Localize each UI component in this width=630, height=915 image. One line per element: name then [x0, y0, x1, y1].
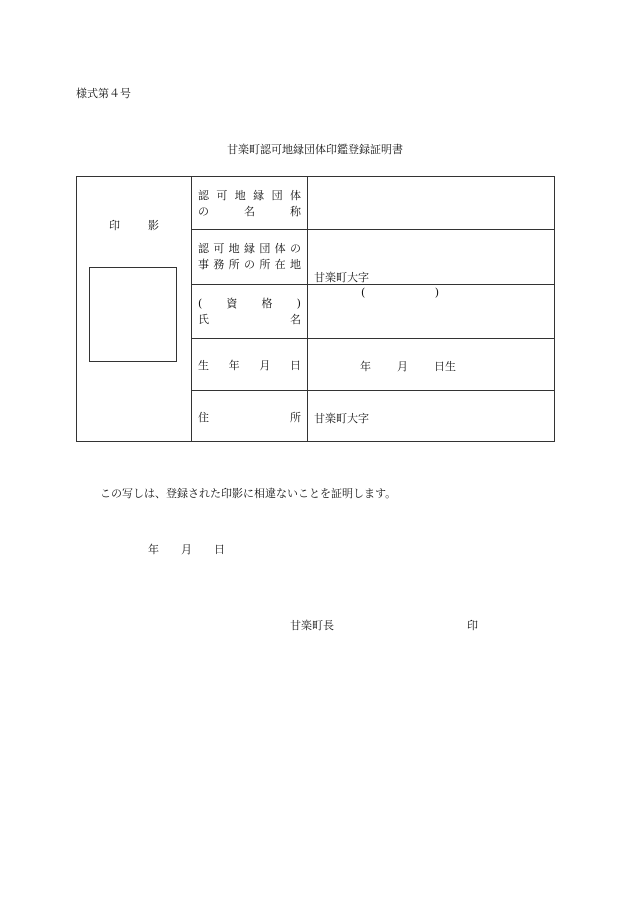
certification-statement: この写しは、登録された印影に相違ないことを証明します。 — [100, 487, 397, 500]
issuer-title: 甘楽町長 — [290, 619, 334, 632]
table-divider — [191, 338, 554, 339]
label-date-of-birth: 生 年 月 日 — [198, 359, 301, 372]
table-divider — [191, 390, 554, 391]
table-divider — [191, 284, 554, 285]
certificate-table — [76, 176, 555, 442]
value-address: 甘楽町大字 — [314, 412, 369, 425]
label-association-name: 認 可 地 縁 団 体 の 名 称 — [198, 189, 301, 218]
value-date-of-birth: 年 月 日生 — [360, 360, 456, 373]
table-divider — [191, 177, 192, 441]
label-qualification-name: ( 資 格 ) 氏 名 — [198, 297, 301, 326]
label-address: 住 所 — [198, 411, 301, 424]
table-divider — [307, 177, 308, 441]
issuer-seal-mark: 印 — [467, 619, 478, 632]
value-office-address: 甘楽町大字 — [314, 271, 369, 284]
seal-impression-box — [89, 267, 177, 362]
value-qualification: ( ) — [361, 286, 439, 299]
issue-date: 年 月 日 — [148, 543, 225, 556]
seal-impression-label: 印 影 — [109, 219, 159, 232]
table-divider — [191, 229, 554, 230]
form-number: 様式第４号 — [76, 87, 131, 100]
label-office-address: 認 可 地 縁 団 体 の 事 務 所 の 所 在 地 — [198, 242, 301, 271]
document-title: 甘楽町認可地縁団体印鑑登録証明書 — [227, 143, 403, 156]
